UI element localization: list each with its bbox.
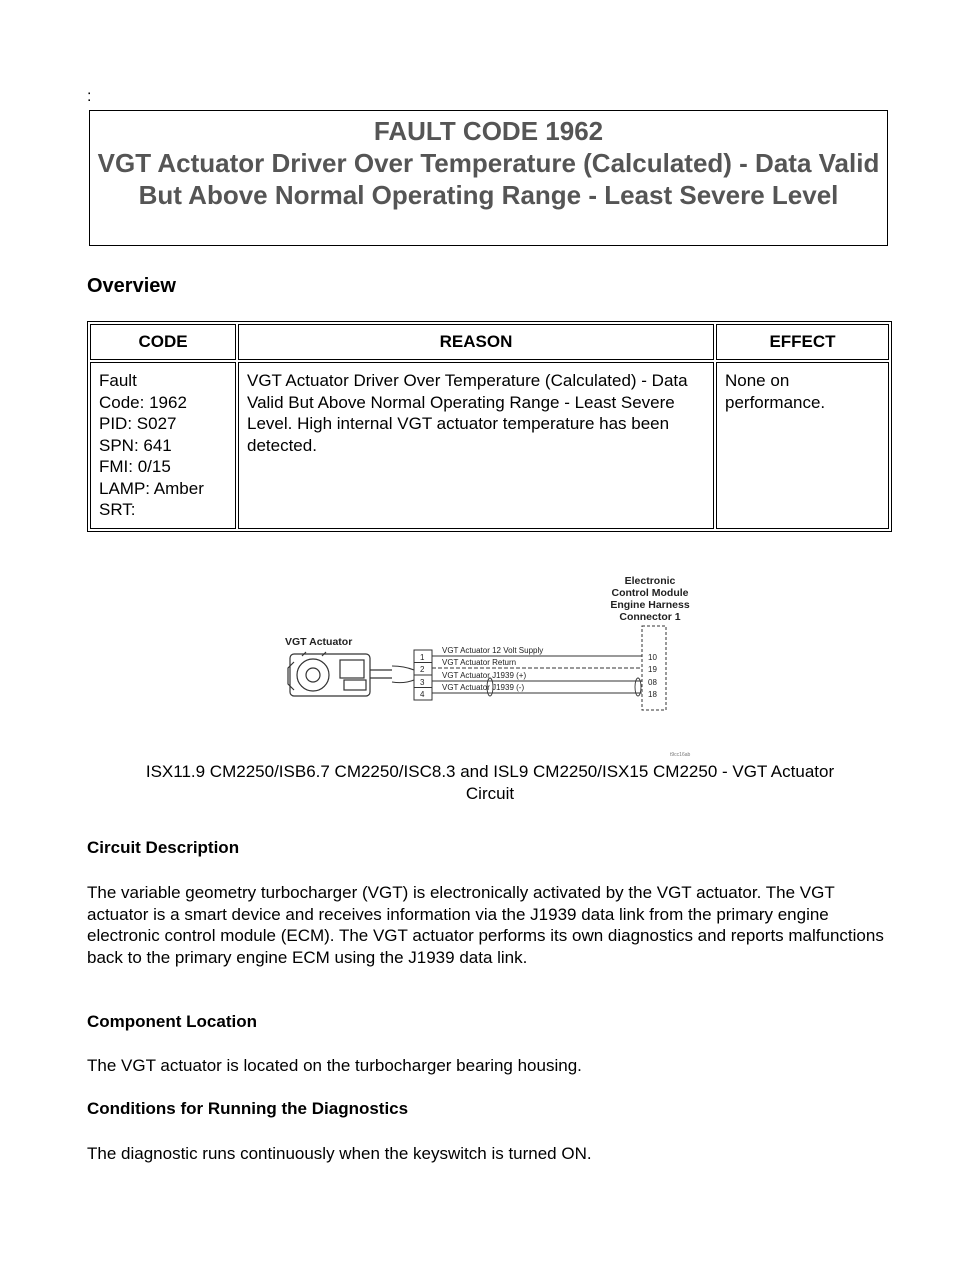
wire-label: VGT Actuator J1939 (-)	[442, 683, 525, 692]
figure-id: t9cc16ab	[670, 752, 691, 758]
fault-title-box	[89, 110, 888, 246]
wire-label: VGT Actuator J1939 (+)	[442, 671, 527, 680]
pin-right: 08	[648, 678, 657, 687]
conditions-text: The diagnostic runs continuously when the keyswitch is turned ON.	[87, 1144, 592, 1163]
fault-code-description: VGT Actuator Driver Over Temperature (Calculated) - Data Valid But Above Normal Operating Range - Least Severe Level	[97, 148, 880, 210]
pin-right: 18	[648, 690, 657, 699]
module-label-line: Control Module	[611, 587, 689, 599]
overview-heading: Overview	[87, 275, 176, 297]
diagram-caption: ISX11.9 CM2250/ISB6.7 CM2250/ISC8.3 and ISL9 CM2250/ISX15 CM2250 - VGT Actuator Circuit	[145, 762, 835, 803]
pin-left: 3	[420, 678, 425, 687]
code-line: SPN: 641	[99, 435, 172, 455]
table-header-row	[90, 324, 889, 360]
code-line: SRT:	[99, 500, 136, 519]
code-line: LAMP: Amber	[99, 478, 204, 498]
module-label-line: Connector 1	[619, 611, 681, 623]
code-line: Code: 1962	[99, 392, 187, 412]
pin-right: 19	[648, 665, 657, 674]
table-row	[90, 362, 889, 529]
conditions-heading: Conditions for Running the Diagnostics	[87, 1099, 409, 1118]
header-reason: REASON	[238, 324, 714, 360]
pin-left: 2	[420, 665, 425, 674]
code-line: PID: S027	[99, 414, 177, 433]
code-line: Fault	[99, 371, 137, 390]
pin-left: 4	[420, 690, 425, 699]
module-label-line: Electronic	[624, 575, 676, 587]
circuit-description-text: The variable geometry turbocharger (VGT) is electronically activated by the VGT actuator. The VGT actuator is a smart device and receives information via the J1939 data link from the primary engine electronic control module (ECM). The VGT actuator performs its own diagnostics and reports malfunctions back to the primary engine ECM using the J1939 data link.	[87, 883, 884, 967]
reason-cell: VGT Actuator Driver Over Temperature (Calculated) - Data Valid But Above Normal Operating Range - Least Severe Level. High internal VGT actuator temperature has been detected.	[238, 362, 714, 529]
wire-label: VGT Actuator Return	[442, 658, 517, 667]
code-line: FMI: 0/15	[99, 457, 171, 476]
fault-code-title: FAULT CODE 1962	[373, 116, 604, 146]
pin-right: 10	[648, 653, 657, 662]
wire-label: VGT Actuator 12 Volt Supply	[442, 646, 544, 655]
actuator-label: VGT Actuator	[285, 636, 353, 648]
header-code: CODE	[90, 324, 236, 360]
header-effect: EFFECT	[716, 324, 889, 360]
vgt-actuator-icon	[288, 652, 392, 696]
page-colon: :	[87, 88, 92, 105]
effect-cell: None on performance.	[716, 362, 889, 529]
actuator-connector	[392, 650, 432, 700]
overview-table	[87, 321, 892, 532]
vgt-circuit-diagram	[280, 572, 700, 762]
component-location-heading: Component Location	[87, 1012, 257, 1031]
code-cell	[90, 362, 236, 529]
circuit-description-heading: Circuit Description	[87, 838, 240, 857]
module-label-line: Engine Harness	[610, 599, 690, 611]
pin-left: 1	[420, 653, 425, 662]
component-location-text: The VGT actuator is located on the turbocharger bearing housing.	[87, 1056, 582, 1075]
